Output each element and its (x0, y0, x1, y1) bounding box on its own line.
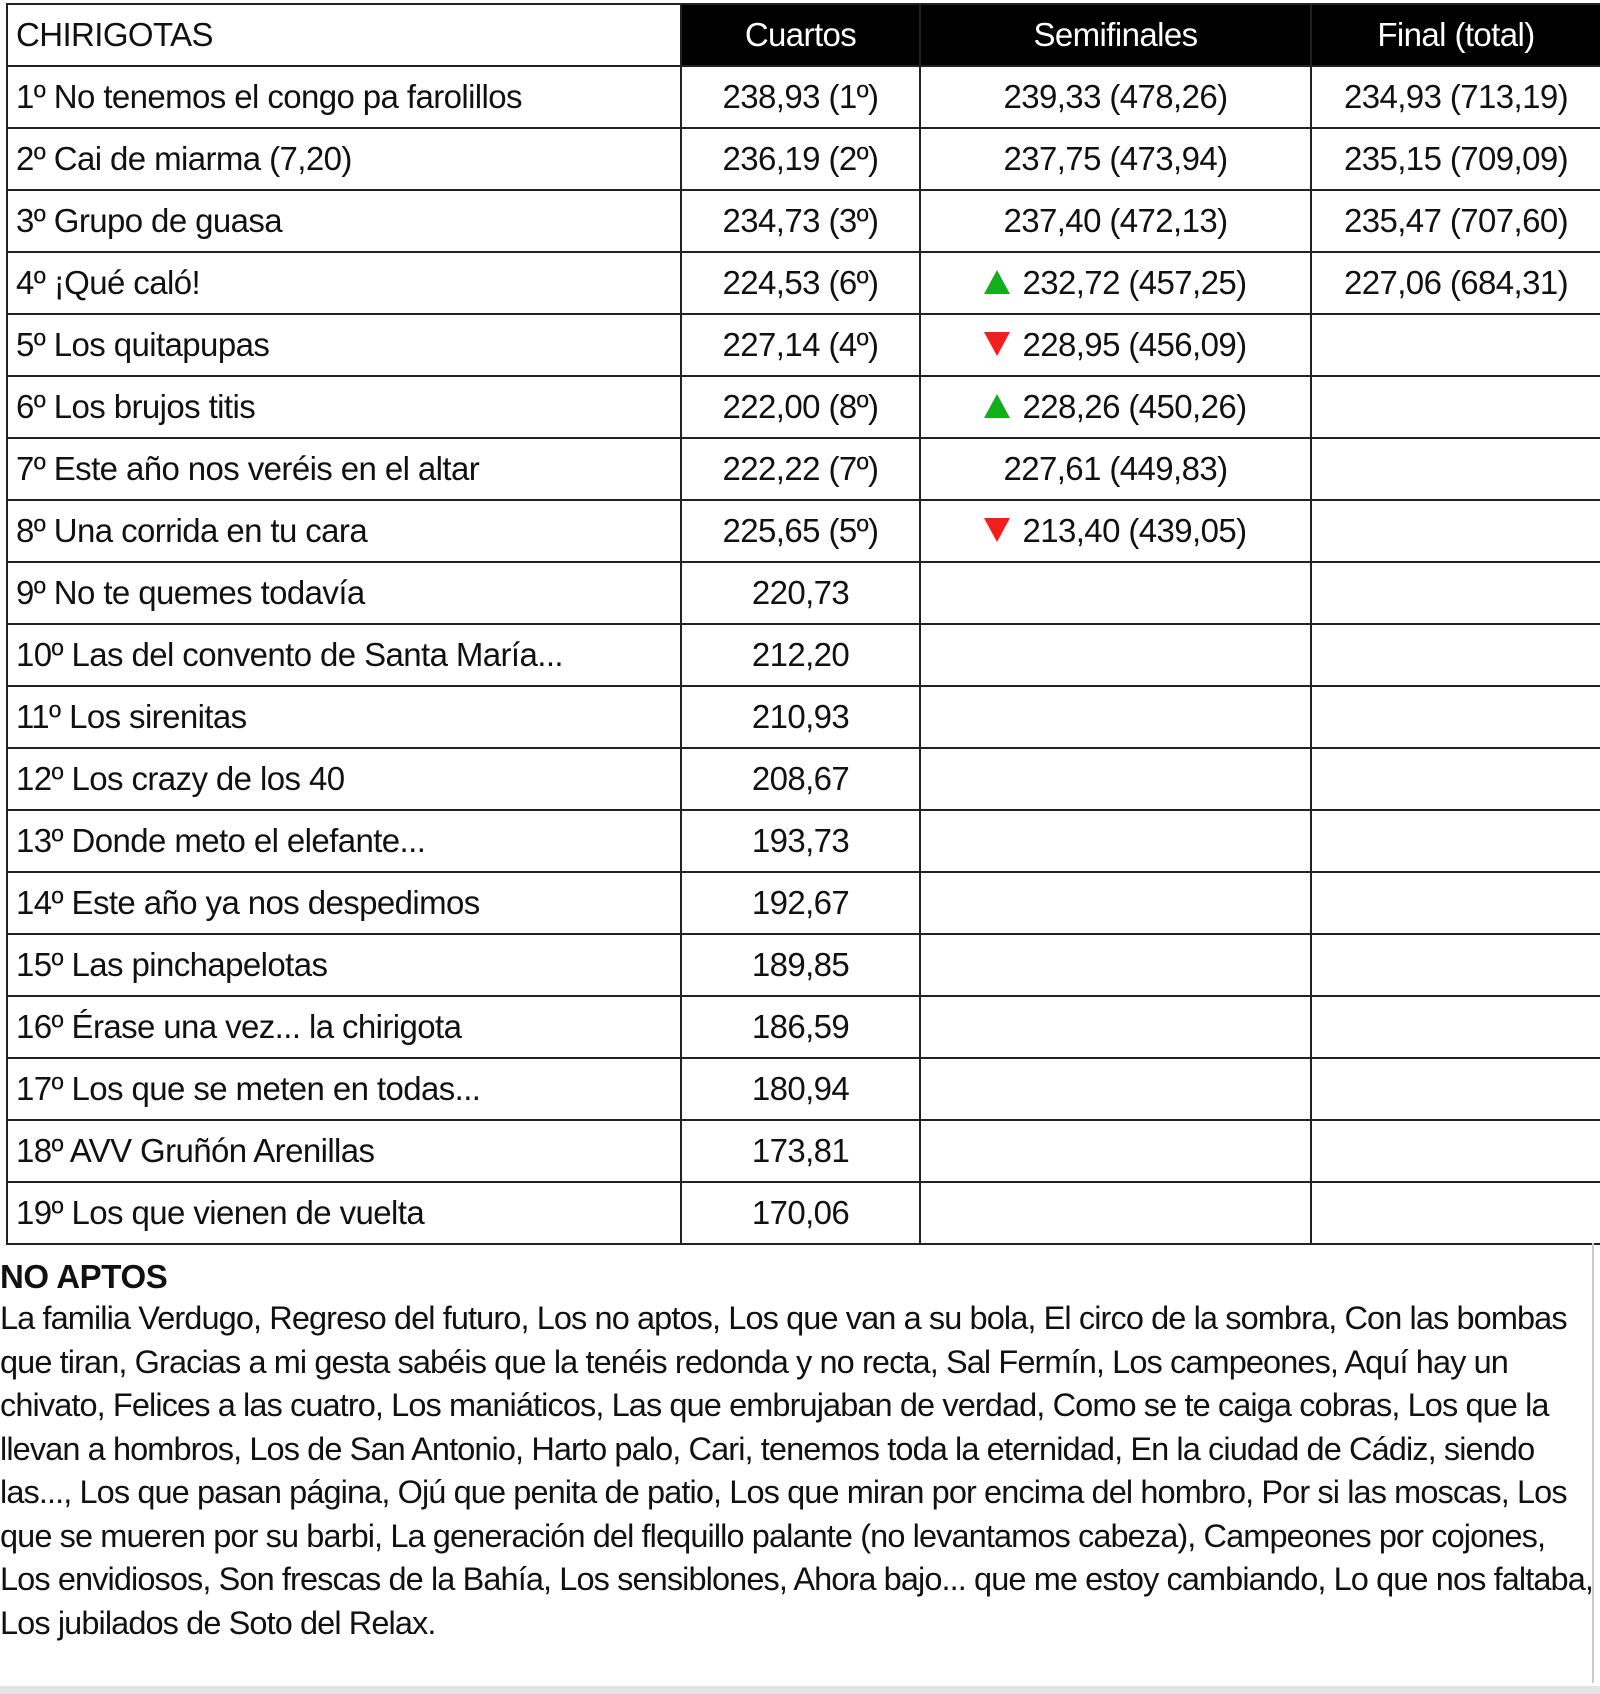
final-score (1311, 810, 1600, 872)
final-score: 235,47 (707,60) (1311, 190, 1600, 252)
semifinales-score: 237,75 (473,94) (1003, 140, 1228, 177)
cuartos-score: 222,00 (8º) (681, 376, 920, 438)
table-row (7, 562, 1600, 624)
final-score (1311, 934, 1600, 996)
table-row (7, 190, 1600, 252)
cuartos-score: 170,06 (681, 1182, 920, 1244)
table-row (7, 686, 1600, 748)
bottom-edge (0, 1686, 1600, 1694)
no-aptos-heading: NO APTOS (0, 1258, 168, 1295)
semifinales-cell (920, 128, 1311, 190)
table-row (7, 500, 1600, 562)
semifinales-cell (920, 1182, 1311, 1244)
table-row (7, 624, 1600, 686)
table-row (7, 872, 1600, 934)
table-row (7, 314, 1600, 376)
cuartos-score: 180,94 (681, 1058, 920, 1120)
cuartos-score: 192,67 (681, 872, 920, 934)
table-header-row (7, 4, 1600, 66)
table-row (7, 128, 1600, 190)
trend-down-icon (984, 518, 1010, 542)
semifinales-cell (920, 314, 1311, 376)
semifinales-cell (920, 66, 1311, 128)
semifinales-cell (920, 686, 1311, 748)
semifinales-cell (920, 438, 1311, 500)
table-row (7, 748, 1600, 810)
table-row (7, 1120, 1600, 1182)
chirigota-name: 8º Una corrida en tu cara (7, 500, 681, 562)
semifinales-cell (920, 252, 1311, 314)
chirigota-name: 1º No tenemos el congo pa farolillos (7, 66, 681, 128)
semifinales-cell (920, 996, 1311, 1058)
results-document (6, 3, 1600, 1245)
cuartos-score: 234,73 (3º) (681, 190, 920, 252)
table-title: CHIRIGOTAS (7, 4, 681, 66)
column-header-cuartos: Cuartos (681, 4, 920, 66)
semifinales-cell (920, 500, 1311, 562)
semifinales-cell (920, 810, 1311, 872)
final-score (1311, 562, 1600, 624)
chirigota-name: 6º Los brujos titis (7, 376, 681, 438)
cuartos-score: 227,14 (4º) (681, 314, 920, 376)
chirigota-name: 10º Las del convento de Santa María... (7, 624, 681, 686)
chirigota-name: 15º Las pinchapelotas (7, 934, 681, 996)
chirigota-name: 5º Los quitapupas (7, 314, 681, 376)
table-row (7, 810, 1600, 872)
trend-up-icon (984, 270, 1010, 294)
final-score (1311, 996, 1600, 1058)
final-score (1311, 872, 1600, 934)
cuartos-score: 224,53 (6º) (681, 252, 920, 314)
semifinales-cell (920, 934, 1311, 996)
semifinales-cell (920, 1058, 1311, 1120)
final-score (1311, 1058, 1600, 1120)
final-score (1311, 1182, 1600, 1244)
trend-down-icon (984, 332, 1010, 356)
chirigota-name: 18º AVV Gruñón Arenillas (7, 1120, 681, 1182)
cuartos-score: 238,93 (1º) (681, 66, 920, 128)
final-score: 227,06 (684,31) (1311, 252, 1600, 314)
results-table (6, 3, 1600, 1245)
semifinales-score: 227,61 (449,83) (1003, 450, 1228, 487)
table-row (7, 1182, 1600, 1244)
chirigota-name: 13º Donde meto el elefante... (7, 810, 681, 872)
semifinales-score: 228,95 (456,09) (1022, 326, 1247, 363)
cuartos-score: 186,59 (681, 996, 920, 1058)
semifinales-cell (920, 624, 1311, 686)
semifinales-cell (920, 872, 1311, 934)
no-aptos-section (0, 1243, 1594, 1683)
cuartos-score: 220,73 (681, 562, 920, 624)
table-row (7, 252, 1600, 314)
table-row (7, 66, 1600, 128)
cuartos-score: 222,22 (7º) (681, 438, 920, 500)
chirigota-name: 3º Grupo de guasa (7, 190, 681, 252)
chirigota-name: 11º Los sirenitas (7, 686, 681, 748)
final-score (1311, 748, 1600, 810)
table-row (7, 438, 1600, 500)
table-body (7, 66, 1600, 1244)
table-row (7, 996, 1600, 1058)
column-header-final: Final (total) (1311, 4, 1600, 66)
chirigota-name: 9º No te quemes todavía (7, 562, 681, 624)
final-score (1311, 686, 1600, 748)
semifinales-cell (920, 376, 1311, 438)
cuartos-score: 210,93 (681, 686, 920, 748)
final-score (1311, 314, 1600, 376)
chirigota-name: 17º Los que se meten en todas... (7, 1058, 681, 1120)
final-score: 235,15 (709,09) (1311, 128, 1600, 190)
cuartos-score: 208,67 (681, 748, 920, 810)
semifinales-score: 237,40 (472,13) (1003, 202, 1228, 239)
semifinales-score: 239,33 (478,26) (1003, 78, 1228, 115)
chirigota-name: 14º Este año ya nos despedimos (7, 872, 681, 934)
final-score (1311, 1120, 1600, 1182)
final-score (1311, 438, 1600, 500)
final-score (1311, 500, 1600, 562)
cuartos-score: 193,73 (681, 810, 920, 872)
semifinales-cell (920, 748, 1311, 810)
chirigota-name: 19º Los que vienen de vuelta (7, 1182, 681, 1244)
final-score (1311, 376, 1600, 438)
table-row (7, 376, 1600, 438)
semifinales-score: 232,72 (457,25) (1022, 264, 1247, 301)
chirigota-name: 12º Los crazy de los 40 (7, 748, 681, 810)
cuartos-score: 225,65 (5º) (681, 500, 920, 562)
cuartos-score: 173,81 (681, 1120, 920, 1182)
cuartos-score: 212,20 (681, 624, 920, 686)
table-row (7, 934, 1600, 996)
semifinales-cell (920, 1120, 1311, 1182)
semifinales-cell (920, 562, 1311, 624)
semifinales-cell (920, 190, 1311, 252)
final-score: 234,93 (713,19) (1311, 66, 1600, 128)
semifinales-score: 213,40 (439,05) (1022, 512, 1247, 549)
chirigota-name: 4º ¡Qué caló! (7, 252, 681, 314)
cuartos-score: 189,85 (681, 934, 920, 996)
semifinales-score: 228,26 (450,26) (1022, 388, 1247, 425)
final-score (1311, 624, 1600, 686)
trend-up-icon (984, 394, 1010, 418)
no-aptos-list: La familia Verdugo, Regreso del futuro, Los no aptos, Los que van a su bola, El circo de la sombra, Con las bombas que tiran, Gracias a mi gesta sabéis que la tenéis redonda y no recta, Sal Fermín, Los campeones, Aquí hay un chivato, Felices a las cuatro, Los maniáticos, Las que embrujaban de verdad, Como se te caiga cobras, Los que la llevan a hombros, Los de San Antonio, Harto palo, Cari, tenemos toda la eternidad, En la ciudad de Cádiz, siendo las..., Los que pasan página, Ojú que penita de patio, Los que miran por encima del hombro, Por si las moscas, Los que se mueren por su barbi, La generación del flequillo palante (no levantamos cabeza), Campeones por cojones, Los envidiosos, Son frescas de la Bahía, Los sensiblones, Ahora bajo... que me estoy cambiando, Lo que nos faltaba, Los jubilados de Soto del Relax. (0, 1300, 1594, 1641)
table-row (7, 1058, 1600, 1120)
chirigota-name: 7º Este año nos veréis en el altar (7, 438, 681, 500)
column-header-semifinales: Semifinales (920, 4, 1311, 66)
cuartos-score: 236,19 (2º) (681, 128, 920, 190)
chirigota-name: 2º Cai de miarma (7,20) (7, 128, 681, 190)
chirigota-name: 16º Érase una vez... la chirigota (7, 996, 681, 1058)
